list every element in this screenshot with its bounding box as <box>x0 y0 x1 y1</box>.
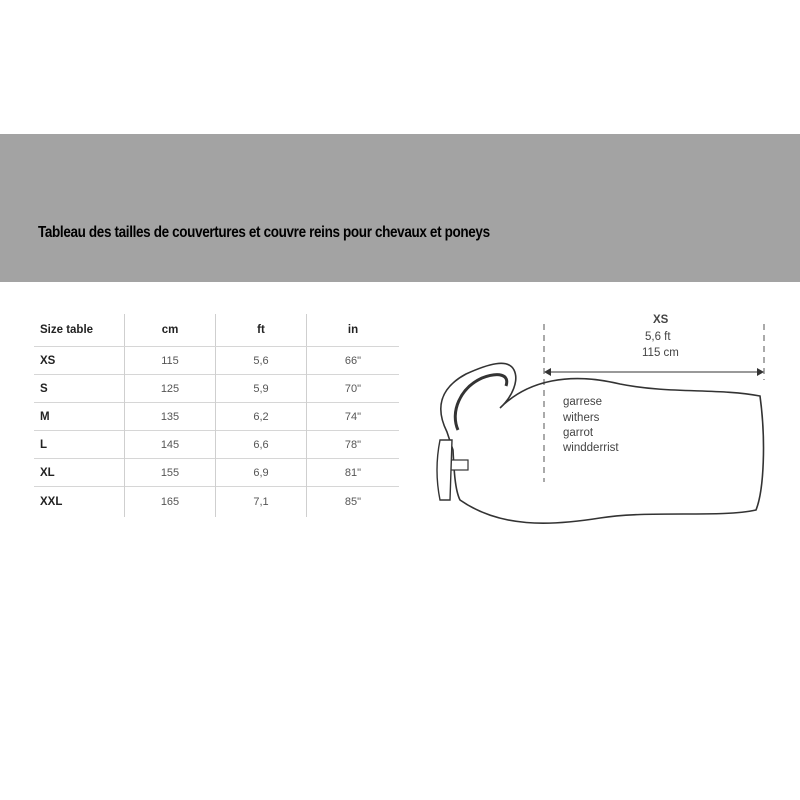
arrow-right-head <box>757 368 764 376</box>
table-row <box>34 459 399 487</box>
cell-cm: 115 <box>125 347 216 375</box>
header-cm: cm <box>125 314 216 347</box>
header-ft: ft <box>216 314 307 347</box>
withers-label: windderrist <box>563 442 619 454</box>
withers-label: withers <box>563 412 600 424</box>
size-label: XS <box>653 314 669 326</box>
ft-value: 5,6 ft <box>645 331 671 343</box>
cell-ft: 6,6 <box>216 431 307 459</box>
cell-cm: 145 <box>125 431 216 459</box>
cell-in: 81" <box>307 459 400 487</box>
header-in: in <box>307 314 400 347</box>
cell-in: 74" <box>307 403 400 431</box>
cell-cm: 155 <box>125 459 216 487</box>
withers-label: garrot <box>563 427 594 439</box>
cell-in: 78" <box>307 431 400 459</box>
neck-collar-band <box>455 375 507 430</box>
cell-size: XL <box>34 459 125 487</box>
table-row <box>34 375 399 403</box>
cell-size: XS <box>34 347 125 375</box>
cell-cm: 135 <box>125 403 216 431</box>
arrow-left-head <box>544 368 551 376</box>
table-row <box>34 487 399 518</box>
size-table <box>34 314 399 517</box>
withers-label: garrese <box>563 396 602 408</box>
cell-in: 66" <box>307 347 400 375</box>
table-header-row <box>34 314 399 347</box>
cell-size: XXL <box>34 487 125 518</box>
cell-in: 70" <box>307 375 400 403</box>
header-size: Size table <box>34 314 125 347</box>
page-title: Tableau des tailles de couvertures et couvre reins pour chevaux et poneys <box>38 224 490 241</box>
cell-size: S <box>34 375 125 403</box>
cell-cm: 165 <box>125 487 216 518</box>
blanket-outline-drawing <box>420 300 780 540</box>
table-row <box>34 347 399 375</box>
cell-size: L <box>34 431 125 459</box>
cell-ft: 5,9 <box>216 375 307 403</box>
chest-piece <box>437 440 452 500</box>
cell-ft: 6,2 <box>216 403 307 431</box>
cell-ft: 7,1 <box>216 487 307 518</box>
table-row <box>34 403 399 431</box>
cell-ft: 5,6 <box>216 347 307 375</box>
title-banner <box>0 134 800 282</box>
cell-in: 85" <box>307 487 400 518</box>
cm-value: 115 cm <box>642 347 679 359</box>
table-row <box>34 431 399 459</box>
cell-size: M <box>34 403 125 431</box>
cell-cm: 125 <box>125 375 216 403</box>
blanket-diagram <box>420 300 780 545</box>
cell-ft: 6,9 <box>216 459 307 487</box>
